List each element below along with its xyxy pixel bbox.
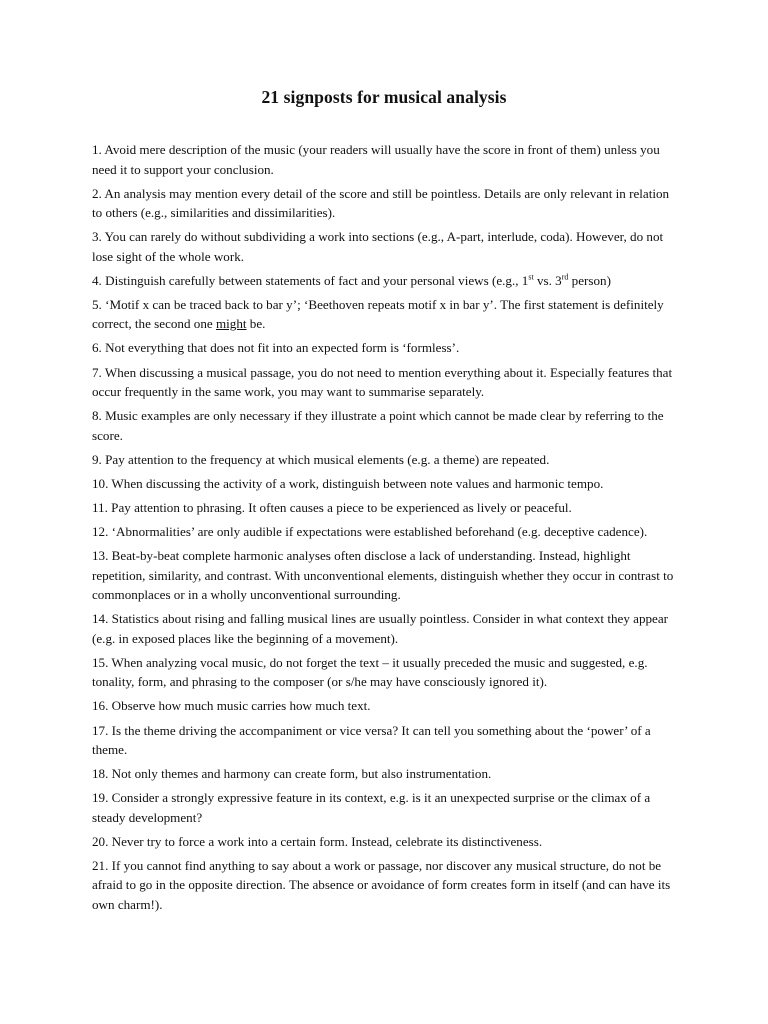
item-text: Beat-by-beat complete harmonic analyses often disclose a lack of understanding. Instead, highlight repetition, similarity, and contrast. With unconventional elements, distinguish whether they occur in contrast to commonplaces or in a wholly unconventional surrounding. <box>92 548 674 603</box>
signpost-list <box>92 140 682 919</box>
item-text: be. <box>246 316 266 332</box>
item-text: Pay attention to phrasing. It often causes a piece to be experienced as lively or peaceful. <box>111 499 572 515</box>
item-text: Is the theme driving the accompaniment or vice versa? It can tell you something about the ‘power’ of a theme. <box>92 722 651 757</box>
signpost-item-13 <box>92 546 682 605</box>
item-number: 5. <box>92 296 102 312</box>
item-number: 15. <box>92 654 109 670</box>
signpost-item-5 <box>92 295 682 334</box>
item-text: If you cannot find anything to say about a work or passage, nor discover any musical structure, do not be afraid to go in the opposite direction. The absence or avoidance of form creates form in itself (and can have its own charm!). <box>92 857 671 912</box>
item-text: ‘Abnormalities’ are only audible if expectations were established beforehand (e.g. deceptive cadence). <box>111 524 648 540</box>
item-number: 9. <box>92 451 102 467</box>
item-text: An analysis may mention every detail of the score and still be pointless. Details are only relevant in relation to others (e.g., similarities and dissimilarities). <box>92 185 670 221</box>
item-text: person) <box>568 272 611 288</box>
item-number: 19. <box>92 790 109 806</box>
item-number: 10. <box>92 475 109 491</box>
item-text: Pay attention to the frequency at which musical elements (e.g. a theme) are repeated. <box>105 451 550 467</box>
item-number: 3. <box>92 229 102 245</box>
item-text: Distinguish carefully between statements of fact and your personal views (e.g., 1 <box>105 272 529 288</box>
item-number: 16. <box>92 698 109 714</box>
signpost-item-1 <box>92 140 682 179</box>
signpost-item-12 <box>92 522 682 542</box>
item-text: Statistics about rising and falling musical lines are usually pointless. Consider in what context they appear (e.g. in exposed places like the beginning of a movement). <box>92 611 669 646</box>
ordinal-superscript: rd <box>561 272 569 282</box>
item-number: 1. <box>92 142 102 157</box>
document-title: 21 signposts for musical analysis <box>261 87 507 107</box>
item-number: 18. <box>92 766 109 782</box>
item-text: You can rarely do without subdividing a work into sections (e.g., A-part, interlude, coda). However, do not lose sight of the whole work. <box>92 229 664 264</box>
item-text: Not only themes and harmony can create form, but also instrumentation. <box>111 766 492 782</box>
signpost-item-20 <box>92 832 682 852</box>
signpost-item-6 <box>92 338 682 358</box>
item-number: 7. <box>92 364 102 380</box>
item-number: 17. <box>92 722 109 738</box>
item-text: Observe how much music carries how much text. <box>111 698 371 714</box>
item-number: 13. <box>92 548 109 564</box>
item-number: 4. <box>92 272 102 288</box>
signpost-item-17 <box>92 721 682 760</box>
signpost-item-14 <box>92 609 682 648</box>
signpost-item-4 <box>92 271 682 291</box>
signpost-item-16 <box>92 696 682 716</box>
item-text: Music examples are only necessary if they illustrate a point which cannot be made clear by referring to the score. <box>92 408 664 443</box>
signpost-item-7 <box>92 363 682 402</box>
item-text: ‘Motif x can be traced back to bar y’; ‘Beethoven repeats motif x in bar y’. The first statement is definitely correct, the second one <box>92 296 664 332</box>
item-text: Not everything that does not fit into an expected form is ‘formless’. <box>105 340 460 356</box>
item-text: vs. 3 <box>533 272 562 288</box>
signpost-item-3 <box>92 227 682 266</box>
item-number: 21. <box>92 857 109 873</box>
ordinal-superscript: st <box>528 272 534 282</box>
signpost-item-11 <box>92 498 682 518</box>
item-number: 2. <box>92 185 102 201</box>
item-text: When discussing the activity of a work, distinguish between note values and harmonic tempo. <box>111 475 604 491</box>
signpost-item-15 <box>92 653 682 692</box>
signpost-item-2 <box>92 184 682 223</box>
item-number: 8. <box>92 408 102 424</box>
signpost-item-21 <box>92 856 682 915</box>
item-number: 12. <box>92 524 109 540</box>
item-text: When analyzing vocal music, do not forget the text – it usually preceded the music and suggested, e.g. tonality, form, and phrasing to the composer (or s/he may have consciously ignored it). <box>92 654 648 690</box>
underlined-word: might <box>215 316 247 332</box>
signpost-item-18 <box>92 764 682 784</box>
signpost-item-9 <box>92 450 682 470</box>
item-text: Never try to force a work into a certain form. Instead, celebrate its distinctiveness. <box>111 833 543 849</box>
item-number: 14. <box>92 611 109 627</box>
item-number: 11. <box>92 499 108 515</box>
item-number: 20. <box>92 833 109 849</box>
signpost-item-19 <box>92 788 682 827</box>
item-text: Consider a strongly expressive feature in its context, e.g. is it an unexpected surprise or the climax of a steady development? <box>92 790 651 825</box>
signpost-item-8 <box>92 406 682 445</box>
item-text: Avoid mere description of the music (your readers will usually have the score in front of them) unless you need it to support your conclusion. <box>92 142 660 177</box>
item-text: When discussing a musical passage, you do not need to mention everything about it. Especially features that occur frequently in the same work, you may want to summarise separately. <box>92 364 673 400</box>
signpost-item-10 <box>92 474 682 494</box>
item-number: 6. <box>92 340 102 356</box>
